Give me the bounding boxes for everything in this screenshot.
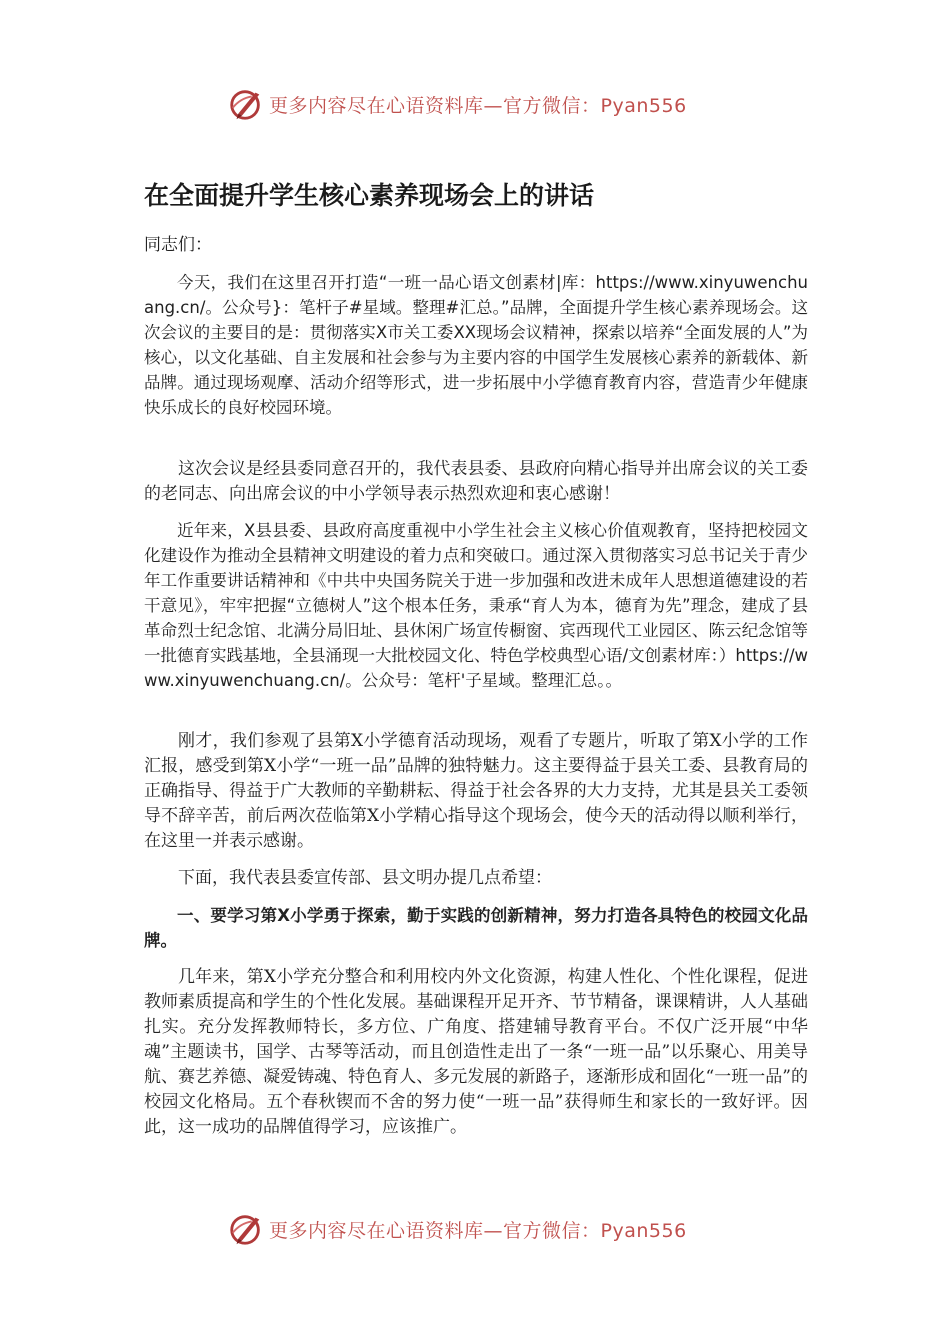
- banner-text: 更多内容尽在心语资料库—官方微信：Pyan556: [269, 1219, 687, 1242]
- header-watermark-banner: [227, 84, 747, 124]
- footer-watermark-banner: [227, 1209, 747, 1249]
- section-heading-1: 一、要学习第X小学勇于探索，勤于实践的创新精神，努力打造各具特色的校园文化品牌。: [144, 906, 808, 950]
- paragraph-2: 这次会议是经县委同意召开的，我代表县委、县政府向精心指导并出席会议的关工委的老同志、向出席会议的中小学领导表示热烈欢迎和衷心感谢！: [144, 459, 808, 504]
- document-title: 在全面提升学生核心素养现场会上的讲话: [144, 181, 595, 210]
- paragraph-3: 近年来，X县县委、县政府高度重视中小学生社会主义核心价值观教育，坚持把校园文化建设作为推动全县精神文明建设的着力点和突破口。通过深入贯彻落实习总书记关于青少年工作重要讲话精神和《中共中央国务院关于进一步加强和改进未成年人思想道德建设的若干意见》，牢牢把握“立德树人”这个根本任务，秉承“育人为本，德育为先”理念，建成了县革命烈士纪念馆、北满分局旧址、县休闲广场宣传橱窗、宾西现代工业园区、陈云纪念馆等一批德育实践基地，全县涌现一大批校园文化、特色学校典型心语/文创素材库：）https://www.xinyuwenchuang.cn/。公众号：笔杆'子星域。整理汇总。。: [144, 521, 808, 690]
- paragraph-7: 几年来，第X小学充分整合和利用校内外文化资源，构建人性化、个性化课程，促进教师素质提高和学生的个性化发展。基础课程开足开齐、节节精备，课课精讲，人人基础扎实。充分发挥教师特长，多方位、广角度、搭建辅导教育平台。不仅广泛开展“中华魂”主题读书，国学、古琴等活动，而且创造性走出了一条“一班一品”以乐聚心、用美导航、赛艺养德、凝爱铸魂、特色育人、多元发展的新路子，逐渐形成和固化“一班一品”的校园文化格局。五个春秋锲而不舍的努力使“一班一品”获得师生和家长的一致好评。因此，这一成功的品牌值得学习，应该推广。: [144, 967, 808, 1137]
- paragraph-1: 今天，我们在这里召开打造“一班一品心语文创素材|库：https://www.xinyuwenchuang.cn/。公众号}：笔杆子#星域。整理#汇总。”品牌，全面提升学生核心素养现场会。这次会议的主要目的是：贯彻落实X市关工委XX现场会议精神，探索以培养“全面发展的人”为核心，以文化基础、自主发展和社会参与为主要内容的中国学生发展核心素养的新载体、新品牌。通过现场观摩、活动介绍等形式，进一步拓展中小学德育教育内容，营造青少年健康快乐成长的良好校园环境。: [144, 273, 808, 417]
- paragraph-5: 下面，我代表县委宣传部、县文明办提几点希望：: [178, 868, 552, 888]
- wechat-id: Pyan556: [600, 94, 687, 117]
- pen-logo-icon: [227, 1210, 265, 1248]
- salutation: 同志们：: [144, 235, 212, 255]
- wechat-id: Pyan556: [600, 1219, 687, 1242]
- banner-text: 更多内容尽在心语资料库—官方微信：Pyan556: [269, 94, 687, 117]
- pen-logo-icon: [227, 85, 265, 123]
- paragraph-4: 刚才，我们参观了县第X小学德育活动现场，观看了专题片，听取了第X小学的工作汇报，感受到第X小学“一班一品”品牌的独特魅力。这主要得益于县关工委、县教育局的正确指导、得益于广大教师的辛勤耕耘、得益于社会各界的大力支持，尤其是县关工委领导不辞辛苦，前后两次莅临第X小学精心指导这个现场会，使今天的活动得以顺利举行，在这里一并表示感谢。: [144, 731, 808, 851]
